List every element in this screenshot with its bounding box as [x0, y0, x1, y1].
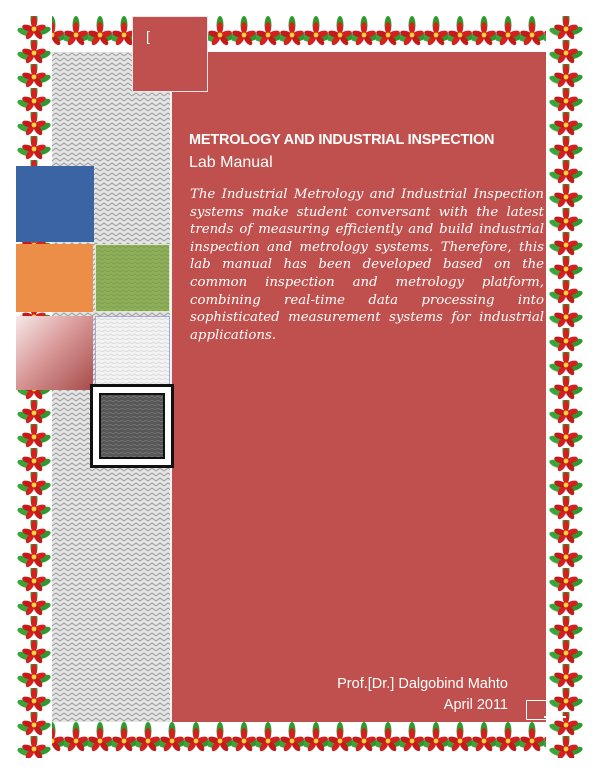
tile-pink [16, 316, 93, 390]
document-title: METROLOGY AND INDUSTRIAL INSPECTION [189, 132, 495, 148]
poinsettia-border-top [16, 16, 586, 52]
document-subtitle: Lab Manual [189, 154, 273, 171]
cover-panel [172, 52, 546, 722]
poinsettia-icon [16, 16, 586, 52]
corner-label: [ [146, 28, 150, 44]
tile-white [95, 316, 170, 390]
publication-date: April 2011 [443, 697, 508, 713]
author-name: Prof.[Dr.] Dalgobind Mahto [337, 676, 508, 692]
tile-blue [16, 166, 94, 242]
tile-green [95, 244, 170, 312]
abstract-text: The Industrial Metrology and Industrial Inspection systems make student conversant with the latest trends of measuring efficiently and build industrial inspection and metrology systems. Therefore, this lab manual has been developed based on the common inspection and metrology platform, combining real-time data processing into sophisticated measurement systems for industrial applications. [190, 187, 544, 343]
tile-dark [90, 384, 174, 468]
tile-orange [16, 244, 93, 312]
corner-box [132, 16, 208, 92]
tile-dark-inner [99, 393, 165, 459]
poinsettia-border-bottom [16, 722, 586, 758]
poinsettia-border-right [546, 16, 586, 758]
page-corner-arm [544, 716, 566, 718]
